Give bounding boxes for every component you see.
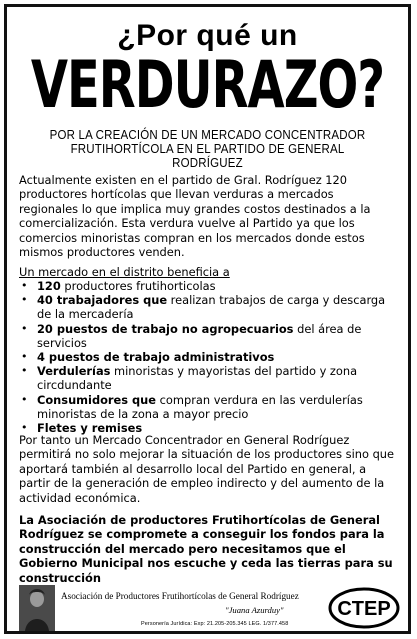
- paragraph-conclusion: Por tanto un Mercado Concentrador en General Rodríguez permitirá no solo mejorar la situación de los productores sino que aportará también al desarrollo local del Partido en general, a partir de la generación de empleo indirecto y del aumento de la actividad económica.: [19, 433, 395, 505]
- benefit-text: minoristas y mayoristas del partido y zona circdundante: [37, 364, 358, 393]
- benefit-text: del área de servicios: [37, 321, 362, 350]
- ctep-logo: [328, 587, 400, 629]
- benefit-bold: 20 puestos de trabajo no agropecuarios: [37, 321, 294, 336]
- benefit-text: compran verdura en las verdulerías minoristas de la zona a mayor precio: [37, 392, 363, 421]
- subtitle: POR LA CREACIÓN DE UN MERCADO CONCENTRADOR FRUTIHORTÍCOLA EN EL PARTIDO DE GENERAL RODRÍGUEZ: [49, 128, 366, 170]
- benefit-item: [19, 364, 398, 392]
- ctep-logo-text: CTEP: [337, 598, 391, 620]
- benefits-intro: Un mercado en el distrito beneficia a: [19, 265, 230, 279]
- paragraph-intro: Actualmente existen en el partido de Gral. Rodríguez 120 productores hortícolas que llevan verduras a mercados regionales lo que implica muy grandes costos destinados a la comercialización. Esta verdura vuelve al Partido ya que los comercios minoristas compran en los mercados donde estos mismos productores venden.: [19, 173, 371, 260]
- association-alias: "Juana Azurduy": [225, 605, 284, 615]
- bullet-dot: •: [21, 421, 28, 435]
- bullet-dot: •: [21, 350, 28, 364]
- benefit-bold: Fletes y remises: [37, 421, 143, 436]
- benefit-bold: 120: [37, 279, 61, 293]
- benefit-item: [19, 322, 398, 350]
- benefit-item: [19, 393, 398, 421]
- footer: [13, 585, 402, 633]
- benefit-bold: Verdulerías: [37, 364, 111, 379]
- benefits-list: [19, 279, 398, 435]
- association-name: Asociación de Productores Frutihortícolas de General Rodríguez: [61, 591, 299, 601]
- bullet-dot: •: [21, 321, 28, 335]
- flyer: [4, 4, 411, 634]
- benefit-text: productores frutihorticolas: [60, 279, 216, 293]
- title-question: ¿Por qué un: [117, 19, 298, 52]
- benefit-bold: 4 puestos de trabajo administrativos: [37, 350, 275, 365]
- bullet-dot: •: [21, 279, 28, 292]
- benefit-item: [19, 293, 398, 321]
- title-verdurazo: VERDURAZO?: [30, 47, 385, 124]
- benefit-text: realizan trabajos de carga y descarga de la mercadería: [37, 293, 386, 322]
- benefit-bold: 40 trabajadores que: [37, 293, 168, 308]
- benefit-bold: Consumidores que: [37, 392, 157, 407]
- bullet-dot: •: [21, 392, 28, 406]
- legal-registration: Personería Jurídica: Exp: 21.205-205.345 LEG. 1/377.458: [141, 621, 289, 627]
- paragraph-commitment: La Asociación de productores Frutihortícolas de General Rodríguez se compromete a conseguir los fondos para la construcción del mercado pero necesitamos que el Gobierno Municipal nos escuche y ceda las tierras para su construcción: [19, 513, 393, 585]
- bullet-dot: •: [21, 364, 28, 378]
- benefit-item: [19, 350, 398, 364]
- juana-azurduy-portrait: [19, 585, 55, 631]
- benefit-item: [19, 279, 398, 293]
- bullet-dot: •: [21, 293, 28, 307]
